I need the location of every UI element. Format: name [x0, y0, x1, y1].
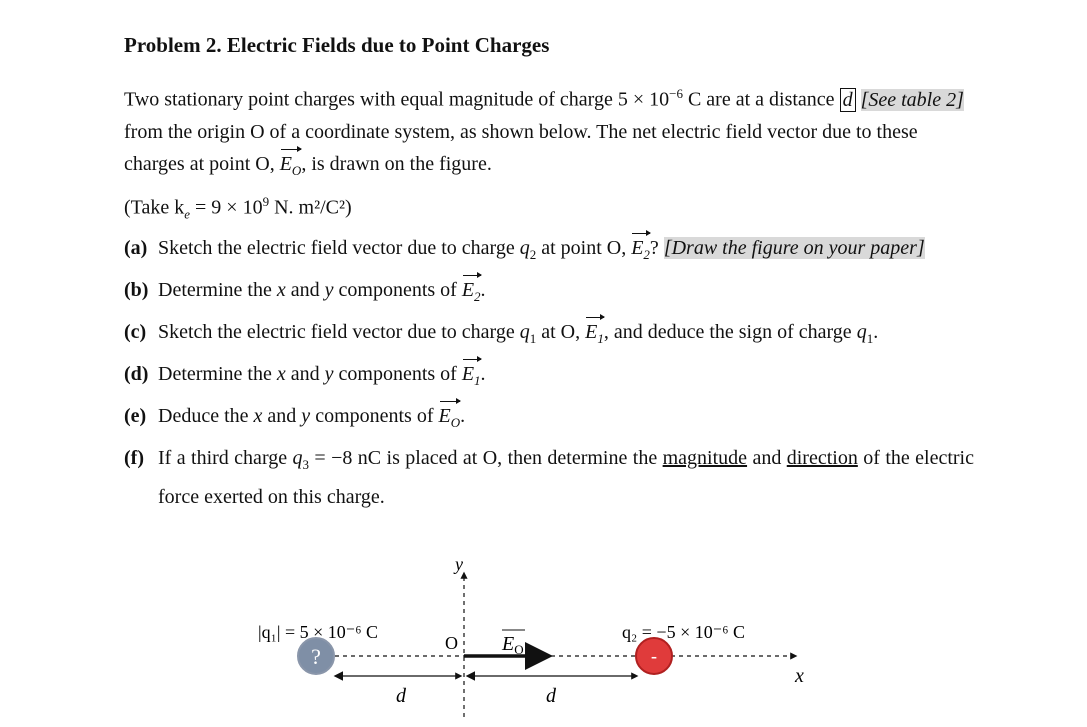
- vector-eo: $E_O$: [280, 148, 302, 187]
- distance-left-label: d: [396, 685, 406, 707]
- part-f: (f) If a third charge $q_3 = -8$ nC is placed at O, then determine the magnitude and direction of the electric force exerted on this charge.: [124, 447, 974, 508]
- see-table-note: [See table 2]: [860, 88, 964, 111]
- eo-vector-label: $E_O$: [502, 633, 524, 657]
- origin-label: O: [445, 633, 458, 653]
- charge-q1-symbol: ?: [311, 644, 321, 669]
- draw-hint: [Draw the figure on your paper]: [663, 237, 925, 259]
- y-axis-label: y: [455, 554, 463, 574]
- problem-intro: Two stationary point charges with equal magnitude of charge $5 \times 10^{-6}$ C are at a distance d [See table 2] from the origin O of a coordinate system, as shown below. The net electric field vector due to these charges at point O, $E_O$, is drawn on the figure.: [124, 78, 974, 187]
- distance-symbol: d: [840, 88, 856, 112]
- q1-label: |q₁| = 5 × 10⁻⁶ C: [258, 622, 379, 642]
- charge-q2-symbol: -: [651, 646, 657, 666]
- part-e: (e) Deduce the x and y components of $E_O$.: [124, 400, 974, 439]
- part-a: (a) Sketch the electric field vector due to charge $q_2$ at point O, $E_2$? [Draw the figure on your paper]: [124, 232, 974, 271]
- constant-note: (Take $k_e = 9 \times 10^9$ N. m²/C²): [124, 194, 352, 222]
- x-axis-label: x: [795, 665, 804, 687]
- charges-figure: [240, 552, 820, 722]
- part-d: (d) Determine the x and y components of $E_1$.: [124, 358, 974, 397]
- q2-label: q₂ = −5 × 10⁻⁶ C: [622, 622, 746, 642]
- problem-title: Problem 2. Electric Fields due to Point Charges: [124, 33, 550, 57]
- part-b: (b) Determine the x and y components of $E_2$.: [124, 274, 974, 313]
- part-c: (c) Sketch the electric field vector due to charge $q_1$ at O, $E_1$, and deduce the sign of charge $q_1$.: [124, 316, 974, 355]
- distance-right-label: d: [546, 685, 556, 707]
- question-parts: [124, 232, 974, 516]
